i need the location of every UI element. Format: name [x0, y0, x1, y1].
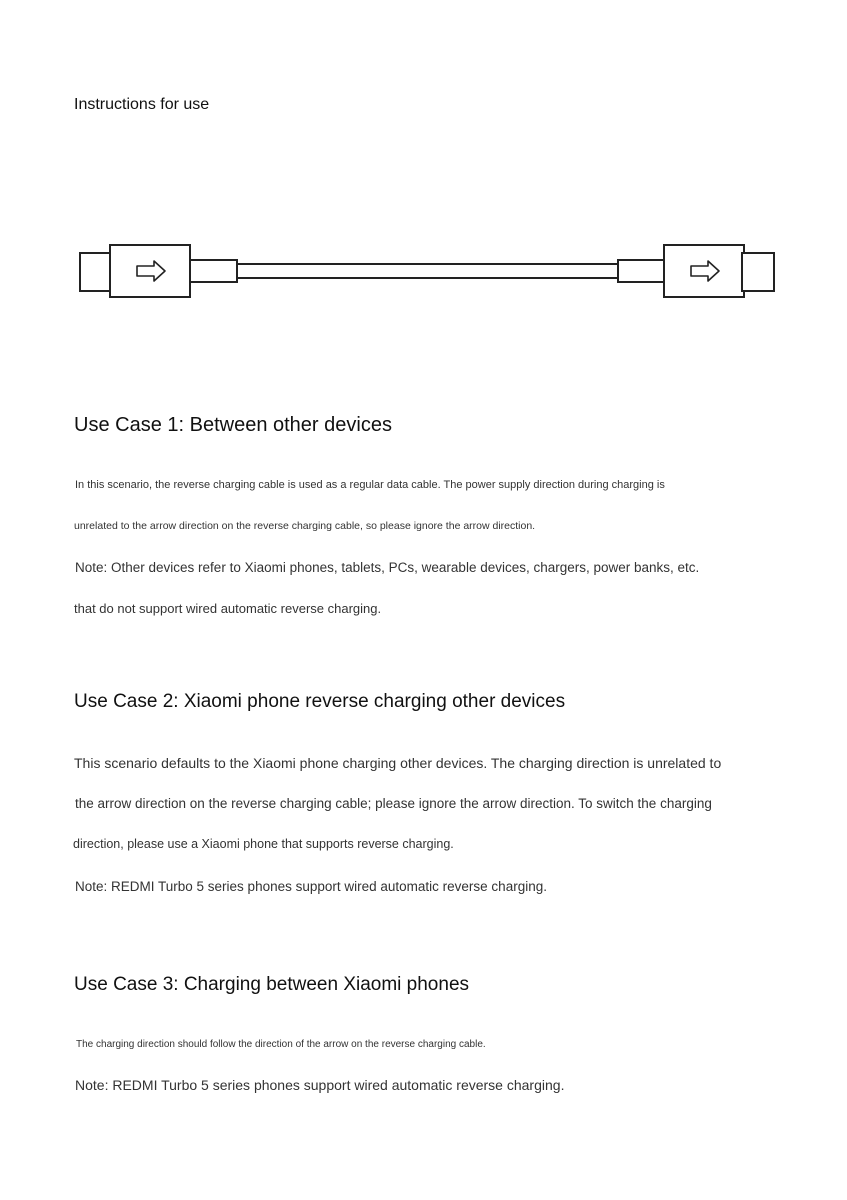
section-1-note-line-2: that do not support wired automatic reverse charging.: [74, 601, 382, 616]
reverse-charging-cable-illustration: [76, 240, 778, 302]
section-2-line-3: direction, please use a Xiaomi phone that supports reverse charging.: [73, 837, 454, 851]
left-strain-relief: [190, 260, 237, 282]
left-connector-body: [110, 245, 190, 297]
section-1-note-line-1: Note: Other devices refer to Xiaomi phones, tablets, PCs, wearable devices, chargers, power banks, etc.: [75, 560, 700, 575]
section-3-note: Note: REDMI Turbo 5 series phones support wired automatic reverse charging.: [75, 1077, 565, 1093]
section-3-line-1: The charging direction should follow the direction of the arrow on the reverse charging cable.: [76, 1039, 486, 1050]
section-2-line-1: This scenario defaults to the Xiaomi phone charging other devices. The charging direction is unrelated to: [74, 755, 722, 771]
section-2-line-2: the arrow direction on the reverse charging cable; please ignore the arrow direction. To switch the charging: [75, 796, 712, 811]
section-3-heading: Use Case 3: Charging between Xiaomi phones: [74, 974, 470, 995]
section-1-line-2: unrelated to the arrow direction on the reverse charging cable, so please ignore the arrow direction.: [74, 520, 536, 532]
section-1-line-1: In this scenario, the reverse charging cable is used as a regular data cable. The power supply direction during charging is: [75, 479, 665, 491]
section-1-heading: Use Case 1: Between other devices: [74, 414, 392, 436]
left-plug-tip: [80, 253, 112, 291]
right-connector-body: [664, 245, 744, 297]
section-2-heading: Use Case 2: Xiaomi phone reverse charging other devices: [74, 691, 566, 712]
section-2-note: Note: REDMI Turbo 5 series phones support wired automatic reverse charging.: [75, 879, 547, 894]
right-plug-tip: [742, 253, 774, 291]
cable-wire: [237, 264, 618, 278]
page-title: Instructions for use: [74, 96, 210, 113]
right-strain-relief: [618, 260, 664, 282]
